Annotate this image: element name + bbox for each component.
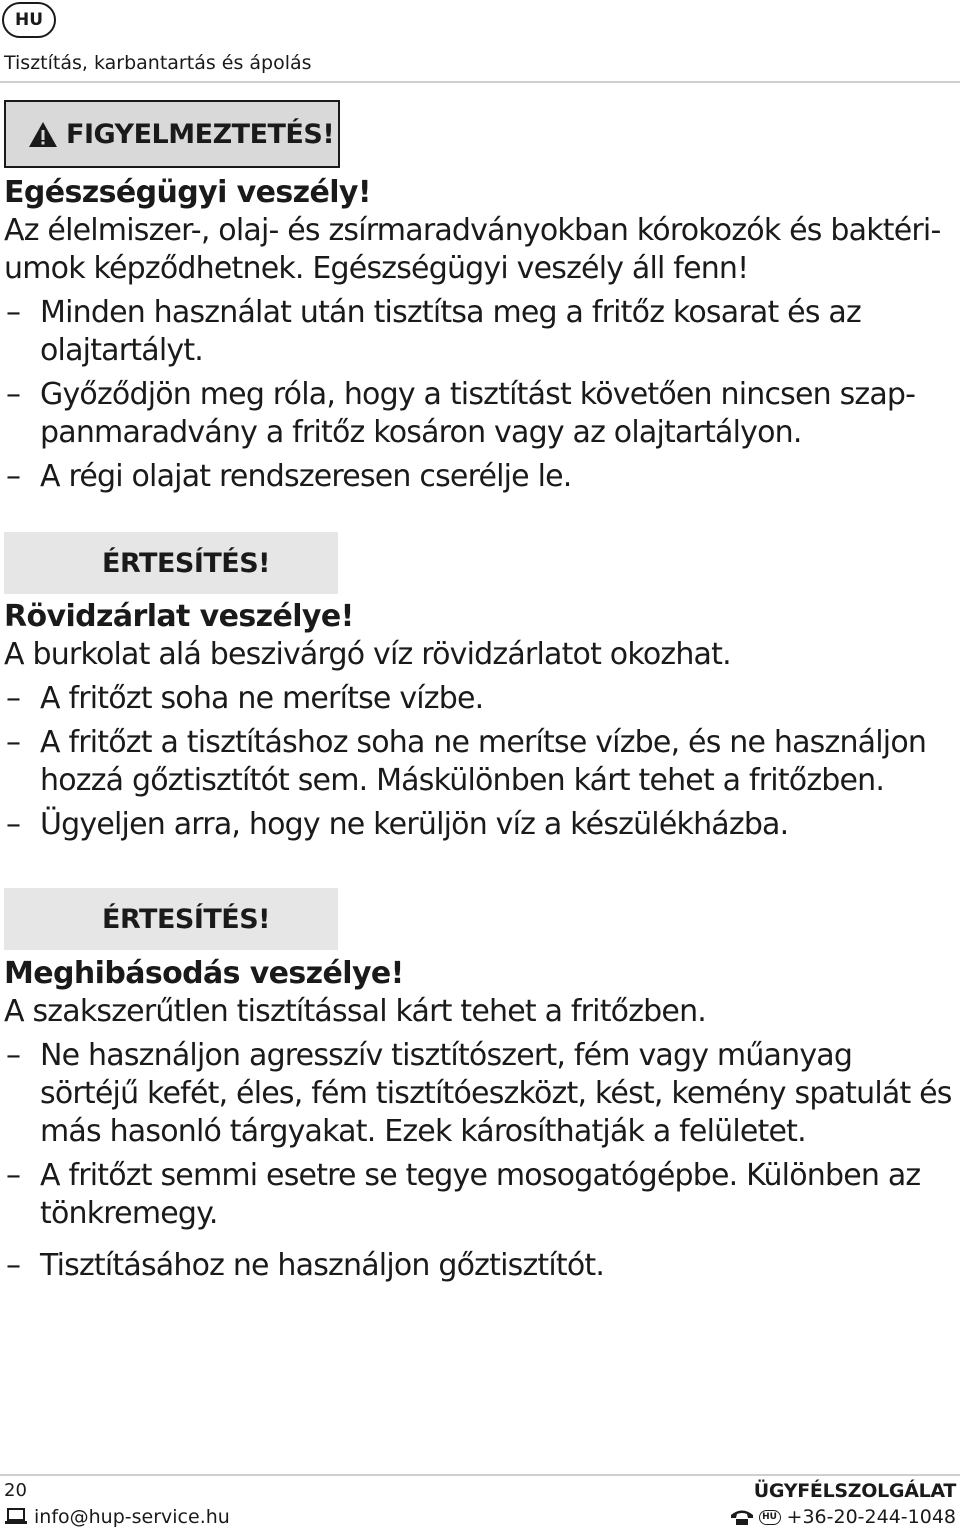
- list-item: [4, 1037, 960, 1151]
- list-item-line: A fritőzt soha ne merítse vízbe.: [40, 681, 484, 716]
- list-item-line: tönkremegy.: [40, 1196, 218, 1231]
- warning-label-box: [4, 100, 340, 168]
- list-item-line: Ne használjon agresszív tisztítószert, fém vagy műanyag: [40, 1038, 853, 1073]
- list-item-line: Tisztításához ne használjon gőztisztítót.: [40, 1248, 605, 1283]
- email-link[interactable]: info@hup-service.hu: [34, 1506, 230, 1528]
- notice-title: Rövidzárlat veszélye!: [4, 599, 354, 634]
- footer-phone: [729, 1506, 956, 1528]
- list-item-line: más hasonló tárgyakat. Ezek károsíthatják a felületet.: [40, 1114, 806, 1149]
- list-item: [4, 724, 960, 800]
- list-item: [4, 1247, 960, 1285]
- list-item: [4, 680, 960, 718]
- list-item-line: Minden használat után tisztítsa meg a fritőz kosarat és az: [40, 295, 861, 330]
- dash-bullet: –: [6, 1158, 21, 1193]
- list-item-line: olajtartályt.: [40, 333, 204, 368]
- list-item: [4, 458, 960, 496]
- phone-number[interactable]: +36-20-244-1048: [786, 1506, 956, 1528]
- list-item-line: sörtéjű kefét, éles, fém tisztítóeszközt, kést, kemény spatulát és: [40, 1076, 952, 1111]
- warning-section: [4, 174, 960, 496]
- dash-bullet: –: [6, 1038, 21, 1073]
- footer-divider: [0, 1474, 960, 1476]
- warning-title: Egészségügyi veszély!: [4, 175, 371, 210]
- phone-icon: [729, 1508, 755, 1526]
- list-item-line: A fritőzt a tisztításhoz soha ne merítse vízbe, és ne használjon: [40, 725, 927, 760]
- customer-service-label: ÜGYFÉLSZOLGÁLAT: [753, 1480, 956, 1502]
- list-item-line: A régi olajat rendszeresen cserélje le.: [40, 459, 572, 494]
- dash-bullet: –: [6, 725, 21, 760]
- footer-email: [4, 1506, 230, 1528]
- language-badge: HU: [2, 2, 56, 38]
- notice-section-short-circuit: [4, 598, 960, 844]
- notice-label: ÉRTESÍTÉS!: [102, 547, 270, 579]
- list-item-line: Ügyeljen arra, hogy ne kerüljön víz a készülékházba.: [40, 807, 789, 842]
- warning-label: FIGYELMEZTETÉS!: [66, 118, 335, 150]
- list-item-line: A fritőzt semmi esetre se tegye mosogatógépbe. Különben az: [40, 1158, 921, 1193]
- notice-intro-line: A szakszerűtlen tisztítással kárt tehet a fritőzben.: [4, 994, 707, 1029]
- dash-bullet: –: [6, 295, 21, 330]
- notice-label: ÉRTESÍTÉS!: [102, 903, 270, 935]
- section-title: Tisztítás, karbantartás és ápolás: [4, 52, 312, 74]
- list-item: [4, 806, 960, 844]
- list-item: [4, 294, 960, 370]
- warning-intro-line: umok képződhetnek. Egészségügyi veszély áll fenn!: [4, 251, 749, 286]
- header-divider: [0, 81, 960, 83]
- notice-title: Meghibásodás veszélye!: [4, 956, 404, 991]
- list-item-line: panmaradvány a fritőz kosáron vagy az olajtartályon.: [40, 415, 802, 450]
- list-item-line: Győződjön meg róla, hogy a tisztítást követően nincsen szap-: [40, 377, 916, 412]
- phone-country-badge: HU: [759, 1510, 781, 1525]
- dash-bullet: –: [6, 807, 21, 842]
- notice-section-damage: [4, 955, 960, 1285]
- dash-bullet: –: [6, 459, 21, 494]
- notice-intro-line: A burkolat alá beszivárgó víz rövidzárlatot okozhat.: [4, 637, 731, 672]
- laptop-icon: [4, 1507, 28, 1527]
- list-item-line: hozzá gőztisztítót sem. Máskülönben kárt tehet a fritőzben.: [40, 763, 885, 798]
- page-number: 20: [4, 1480, 27, 1501]
- dash-bullet: –: [6, 377, 21, 412]
- list-item: [4, 1157, 960, 1233]
- warning-intro-line: Az élelmiszer-, olaj- és zsírmaradványokban kórokozók és baktéri-: [4, 213, 941, 248]
- dash-bullet: –: [6, 1248, 21, 1283]
- list-item: [4, 376, 960, 452]
- warning-triangle-icon: [28, 121, 58, 148]
- notice-label-box: [4, 888, 338, 950]
- dash-bullet: –: [6, 681, 21, 716]
- notice-label-box: [4, 532, 338, 594]
